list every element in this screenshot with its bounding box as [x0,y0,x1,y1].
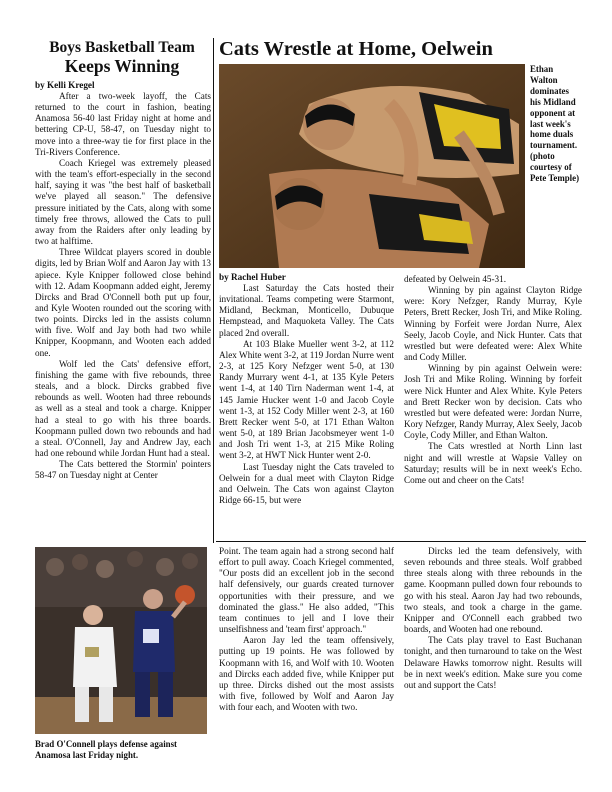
column-divider-vertical [213,38,214,543]
basketball-photo-caption: Brad O'Connell plays defense against Anamosa last Friday night. [35,739,178,760]
basketball-paragraph: Dircks led the team defensively, with seven rebounds and three steals. Wolf grabbed three steals along with three rebounds in the game. Koopmann pulled down four rebounds to go with his steal. Aaron Jay had two rebounds, two steals, and took a charge in the game. Knipper and O'Connell each grabbed two boards, and Wooten had one rebound. [404,546,582,635]
section-divider-horizontal [216,541,586,542]
basketball-paragraph: Point. The team again had a strong second half effort to pull away. Coach Kriegel commented, "Our posts did an excellent job in the second half defensively, our guards created turnover opportunities with their pressure, and we dominated the glass." He also added, "This team continues to jell and I love their unselfishness and 'team first' approach." [219,546,394,635]
basketball-paragraph: The Cats bettered the Stormin' pointers 58-47 on Tuesday night at Center [35,459,211,481]
wrestling-byline: by Rachel Huber [219,272,286,282]
wrestling-paragraph: Last Saturday the Cats hosted their invitational. Teams competing were Starmont, Midland, Beckman, Monticello, Dubuque Hempstead, and Maquoketa Valley. The Cats placed 2nd overall. [219,283,394,338]
wrestling-paragraph: Winning by pin against Oelwein were: Josh Tri and Mike Roling. Winning by forfeit were Nick Hunter and Alex White. Kyle Peters and Brett Recker won by decision. Cats who wrestled but were defeated were: Jordan Nurre, Kory Nefzger, Randy Murray, Alex Seely, Jacob Coyle, Cody Miller, and Ethan Walton. [404,363,582,441]
wrestling-paragraph: At 103 Blake Mueller went 3-2, at 112 Alex White went 3-2, at 119 Jordan Nurre went 2-3, at 125 Kory Nefzger went 5-0, at 130 Randy Murrary went 4-1, at 135 Kyle Peters went 1-4, at 140 Tirn Naderman went 1-4, at 145 Jamie Hucker went 1-0 and Jacob Coyle went 1-3, at 152 Cody Miller went 2-3, at 160 Brett Recker went 5-0, at 171 Ethan Walton went 5-0, at 189 Brian Jacobsmeyer went 1-0 and Josh Tri went 1-3, at 215 Mike Roling went 3-2, at HWT Nick Hunter went 2-0. [219,338,394,461]
basketball-headline [30,38,214,76]
basketball-paragraph: Wolf led the Cats' defensive effort, finishing the game with five rebounds, three steals, and a block. Dircks grabbed five rebounds as well. Wooten had three rebounds as well as a steal and took a charge. Knipper had a steal to go with his three boards. Koopmann pulled down two rebounds and had a steal. O'Connell, Jay and Andrew Jay, each had one rebound while Jordan Hunt had a steal. [35,358,211,458]
basketball-headline-line1: Boys Basketball Team [49,39,195,56]
basketball-paragraph: The Cats play travel to East Buchanan tonight, and then turnaround to take on the West Delaware Hawks tomorrow night. Results will be in next week's edition. Make sure you come out and support the Cats! [404,635,582,690]
basketball-article-column [35,80,211,481]
wrestling-article-column-2 [404,274,582,486]
basketball-paragraph: Three Wildcat players scored in double digits, led by Brian Wolf and Aaron Jay with 13 apiece. Kyle Knipper followed close behind with 12. Adam Koopmann added eight, Jeremy Dircks and Brad O'Connell both put up four, and Kyle Wooten rounded out the scoring with two points. Dircks led in the assists column with five. Wolf and Jay both had two while Knipper, Koopmann, and Wooten each added one. [35,247,211,358]
basketball-continuation-column-2 [404,546,582,691]
wrestling-headline: Cats Wrestle at Home, Oelwein [219,38,493,60]
wrestling-photo-caption: Ethan Walton dominates his Midland opponent at last week's home duals tournament. (photo courtesy of Pete Temple) [530,64,580,184]
basketball-continuation-column-1 [219,546,394,713]
basketball-headline-line2: Keeps Winning [64,56,180,76]
wrestling-paragraph: The Cats wrestled at North Linn last night and will wrestle at Wapsie Valley on Saturday; results will be in next week's Echo. Come out and cheer on the Cats! [404,441,582,485]
wrestling-article-column-1 [219,272,394,506]
wrestling-paragraph: Last Tuesday night the Cats traveled to Oelwein for a dual meet with Clayton Ridge and Oelwein. The Cats won against Clayton Ridge 66-15, but were [219,461,394,505]
basketball-paragraph: After a two-week layoff, the Cats returned to the court in fashion, beating Anamosa 56-40 last Friday night at home and bettering CP-U, 58-47, on Tuesday night to move into a three-way tie for first place in the Tri-Rivers Conference. [35,91,211,157]
wrestling-paragraph: Winning by pin against Clayton Ridge were: Kory Nefzger, Randy Murray, Kyle Peters, Brett Recker, Josh Tri, and Mike Roling. Winning by Forfeit were Jordan Nurre, Alex Seely, Jacob Coyle, and Nick Hunter. Cats that wrestled but were defeated were: Alex White and Cody Miller. [404,285,582,363]
basketball-photo [35,547,207,734]
wrestling-photo [219,64,525,268]
basketball-paragraph: Aaron Jay led the team offensively, putting up 19 points. He was followed by Koopmann with 16, and Wolf with 10. Wooten and Dircks each added five, while Knipper put up three. Dircks dished out the most assists with five, followed by Wolf and Aaron Jay with four each, and Wooten with two. [219,635,394,713]
basketball-byline: by Kelli Kregel [35,80,95,90]
basketball-paragraph: Coach Kriegel was extremely pleased with the team's effort-especially in the second half, saying it was "the best half of basketball we've played all season." The defensive pressure initiated by the Cats, along with some timely free throws, allowed the Cats to pull away from the Raiders after only leading by two at halftime. [35,157,211,247]
wrestling-paragraph: defeated by Oelwein 45-31. [404,274,507,284]
